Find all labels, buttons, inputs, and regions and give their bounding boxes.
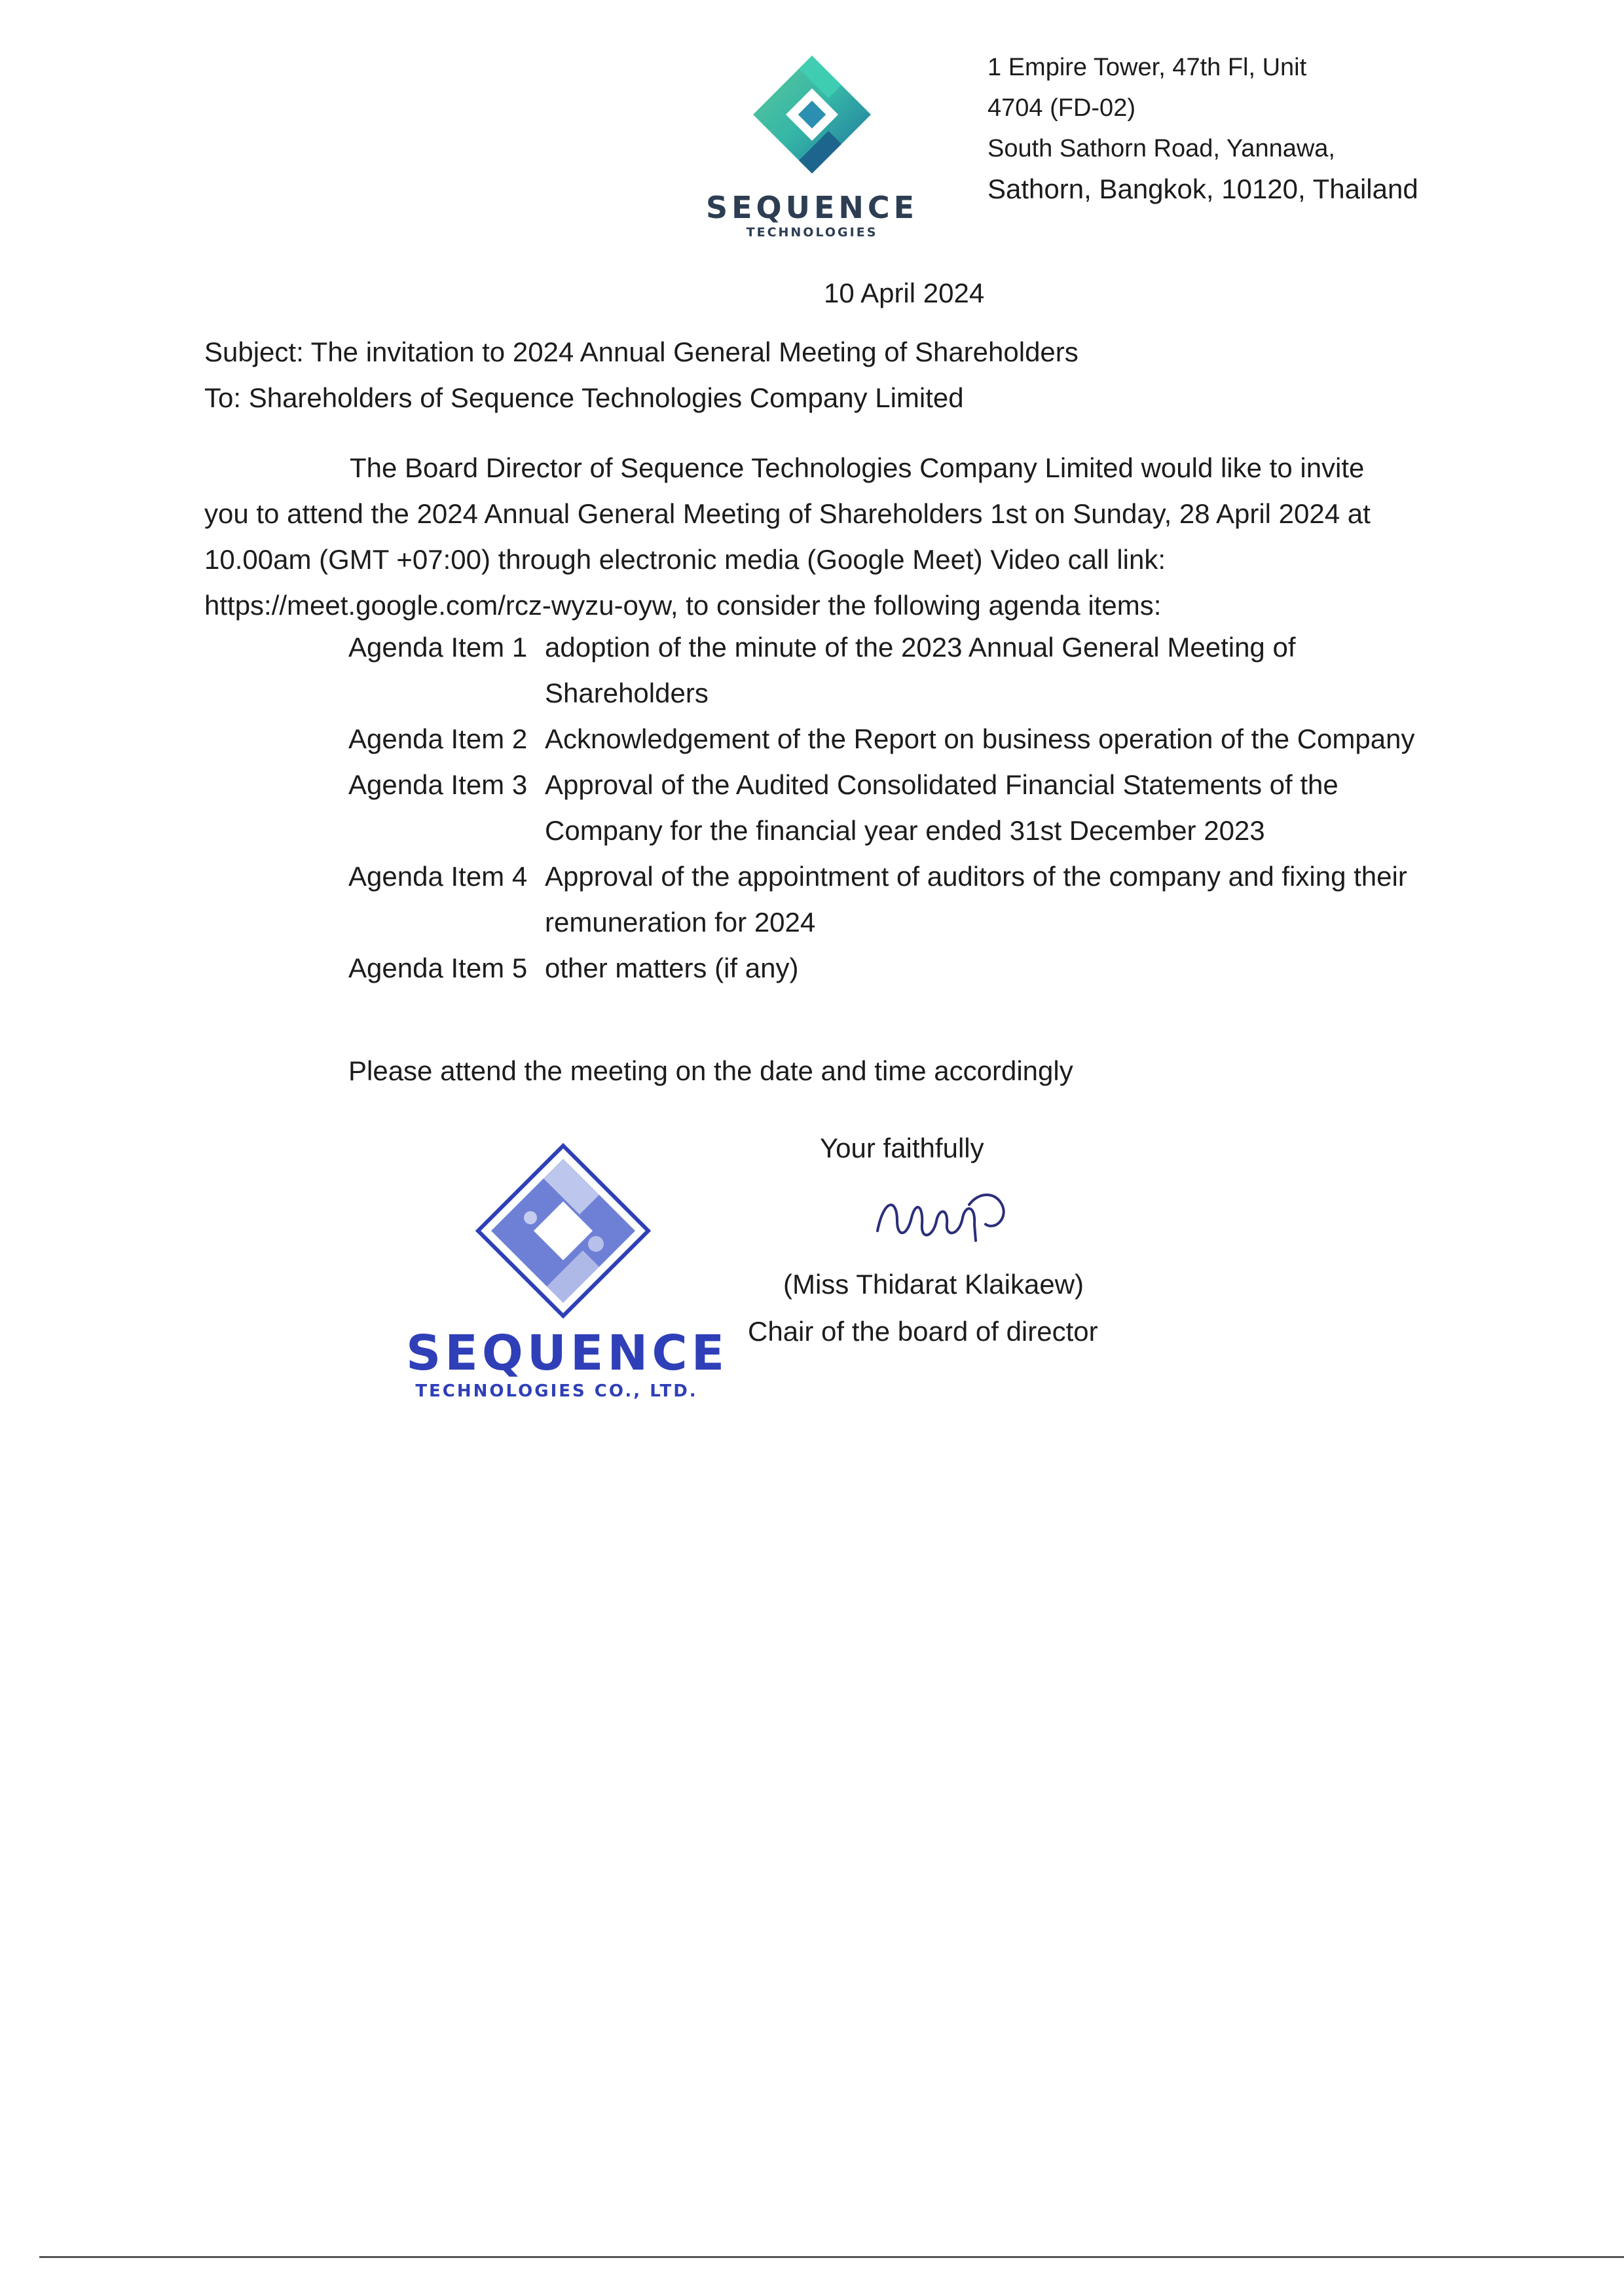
address-line: 1 Empire Tower, 47th Fl, Unit [987,54,1307,81]
agenda-list [348,625,1422,991]
body-line-meeting-link: https://meet.google.com/rcz-wyzu-oyw, to consider the following agenda items: [204,590,1162,621]
stamp-logo-icon [458,1139,668,1336]
logo-company-name: SEQUENCE [705,190,919,225]
body-line: you to attend the 2024 Annual General Meeting of Shareholders 1st on Sunday, 28 April 2024 at [204,498,1371,529]
company-address [987,47,1418,210]
handwritten-signature [871,1185,1015,1250]
agenda-item [348,854,1422,945]
body-line: 10.00am (GMT +07:00) through electronic media (Google Meet) Video call link: [204,544,1166,575]
agenda-item [348,716,1422,762]
letter-recipient: To: Shareholders of Sequence Technologies Company Limited [204,382,964,413]
address-line: Sathorn, Bangkok, 10120, Thailand [987,173,1418,204]
agenda-item-text: other matters (if any) [545,953,799,983]
signer-name: (Miss Thidarat Klaikaew) [783,1269,1084,1300]
letter-subject: Subject: The invitation to 2024 Annual General Meeting of Shareholders [204,337,1079,367]
agenda-item [348,762,1422,854]
agenda-item [348,625,1422,716]
logo-company-subtitle: TECHNOLOGIES [746,225,878,240]
agenda-item-label: Agenda Item 3 [348,769,528,800]
agenda-item-text: Approval of the Audited Consolidated Financial Statements of the Company for the financial year ended 31st December 2023 [545,769,1338,846]
address-line: 4704 (FD-02) [987,94,1135,122]
address-line: South Sathorn Road, Yannawa, [987,135,1335,162]
letter-body [204,445,1403,629]
letter-date: 10 April 2024 [824,278,985,308]
closing-sentence: Please attend the meeting on the date and time accordingly [348,1055,1073,1086]
sequence-logo-icon [750,52,874,183]
agenda-item-label: Agenda Item 1 [348,632,528,663]
regards-line: Your faithfully [820,1133,984,1163]
agenda-item-label: Agenda Item 2 [348,723,528,754]
agenda-item [348,945,1422,991]
signer-title: Chair of the board of director [748,1316,1098,1347]
agenda-item-text: adoption of the minute of the 2023 Annual General Meeting of Shareholders [545,632,1296,708]
agenda-item-text: Acknowledgement of the Report on business operation of the Company [545,723,1415,754]
body-line: The Board Director of Sequence Technologies Company Limited would like to invite [350,452,1365,483]
agenda-item-text: Approval of the appointment of auditors of the company and fixing their remuneration for 2024 [545,861,1407,938]
stamp-company-name: SEQUENCE [406,1325,729,1381]
stamp-company-subtitle: TECHNOLOGIES CO., LTD. [415,1381,698,1401]
page-bottom-rule [39,2256,1624,2258]
agenda-item-label: Agenda Item 4 [348,861,528,892]
company-stamp [458,1139,668,1336]
agenda-item-label: Agenda Item 5 [348,953,528,983]
